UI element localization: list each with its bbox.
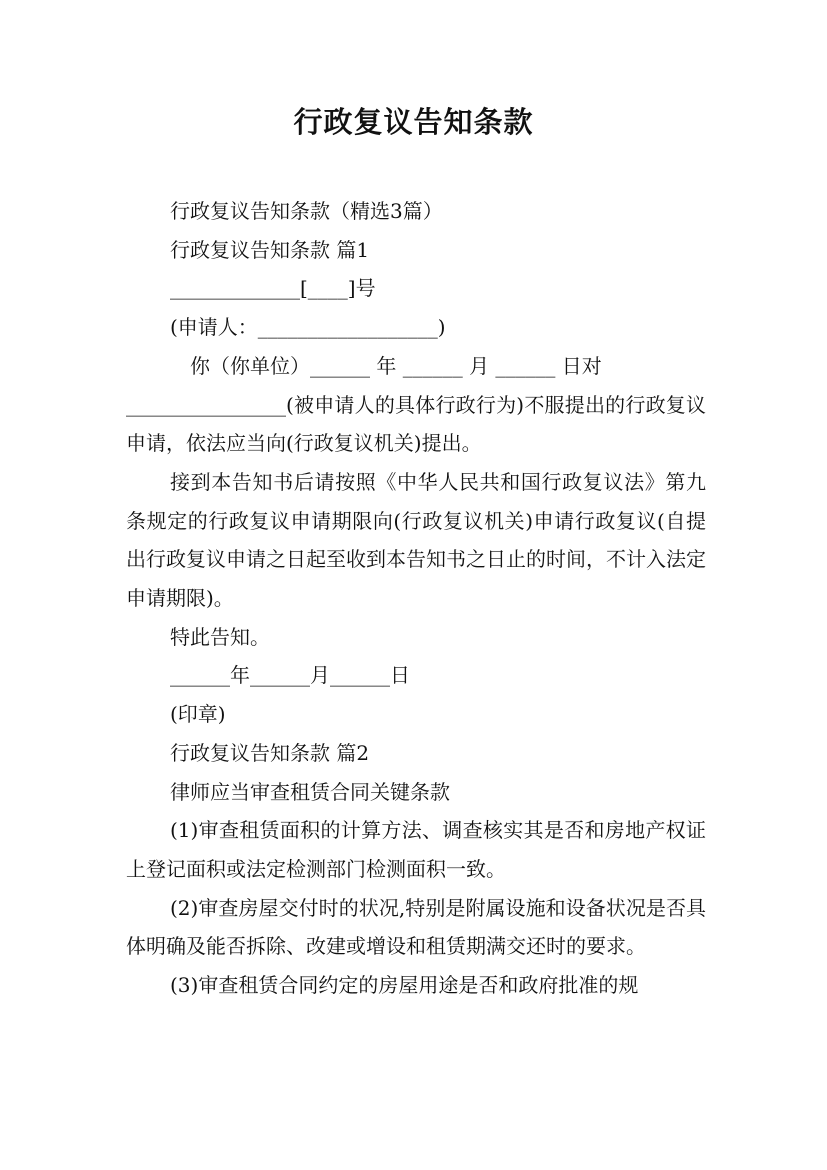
paragraph-notice-date-line: 你（你单位）______ 年 ______ 月 ______ 日对 xyxy=(170,353,602,378)
paragraph-section-1-heading: 行政复议告知条款 篇1 xyxy=(170,237,370,262)
paragraph-date-blank: ______年______月______日 xyxy=(170,663,410,688)
paragraph-lawyer-review: 律师应当审查租赁合同关键条款 xyxy=(170,779,450,804)
document-body xyxy=(126,192,706,1005)
paragraph-applicant: (申请人：__________________) xyxy=(170,315,446,340)
paragraph-item-3: (3)审查租赁合同约定的房屋用途是否和政府批准的规 xyxy=(170,973,639,998)
paragraph-notice-instruction: 接到本告知书后请按照《中华人民共和国行政复议法》第九条规定的行政复议申请期限向(行政复议机关)申请行政复议(自提出行政复议申请之日起至收到本告知书之日止的时间，不计入法定申请期限)。 xyxy=(126,469,706,611)
paragraph-hereby-notified: 特此告知。 xyxy=(170,624,270,649)
paragraph-item-2: (2)审查房屋交付时的状况,特别是附属设施和设备状况是否具体明确及能否拆除、改建或增设和租赁期满交还时的要求。 xyxy=(126,895,706,959)
paragraph-notice-body: ________________(被申请人的具体行政行为)不服提出的行政复议申请，依法应当向(行政复议机关)提出。 xyxy=(126,392,706,456)
paragraph-subtitle: 行政复议告知条款（精选3篇） xyxy=(170,199,443,223)
paragraph-seal: (印章) xyxy=(170,702,226,727)
paragraph-section-2-heading: 行政复议告知条款 篇2 xyxy=(170,740,370,765)
paragraph-item-1: (1)审查租赁面积的计算方法、调查核实其是否和房地产权证上登记面积或法定检测部门检测面积一致。 xyxy=(126,818,706,881)
document-title: 行政复议告知条款 xyxy=(293,105,534,139)
paragraph-document-number: _____________[____]号 xyxy=(170,276,376,301)
